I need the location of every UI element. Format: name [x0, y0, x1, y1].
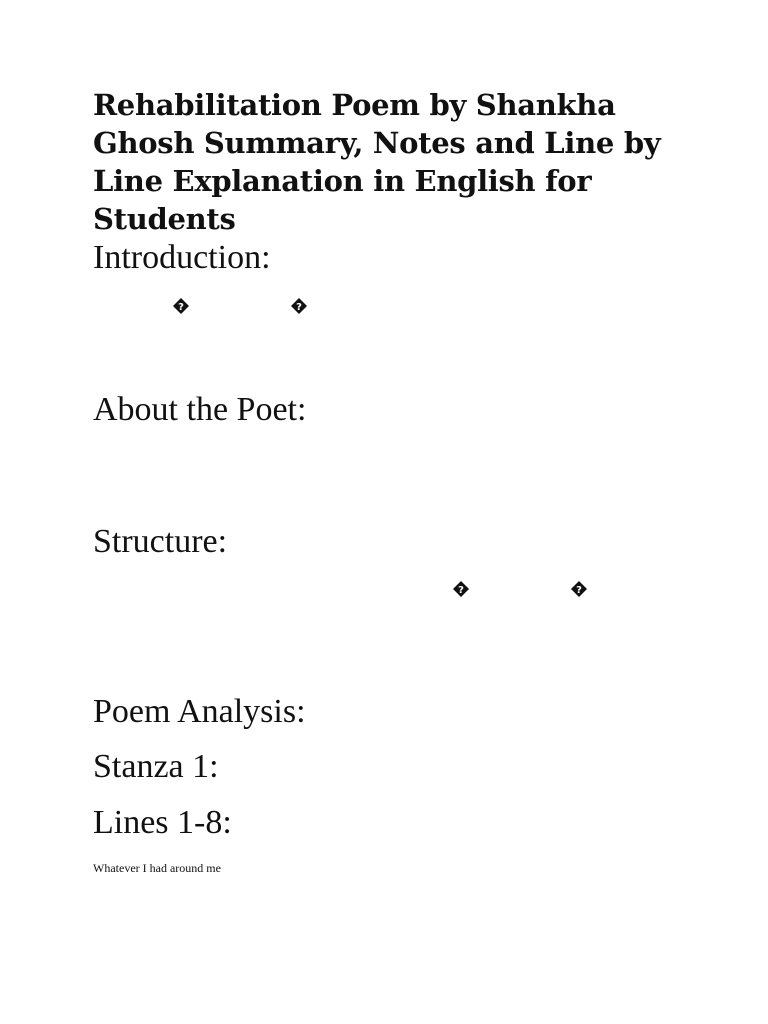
replacement-character-icon	[571, 581, 587, 597]
poem-line: Whatever I had around me	[93, 861, 221, 875]
svg-text:?: ?	[576, 585, 582, 596]
heading-lines-1-8: Lines 1-8:	[93, 804, 232, 841]
document-title: Rehabilitation Poem by Shankha Ghosh Summary, Notes and Line by Line Explanation in English for Students	[93, 88, 661, 236]
heading-introduction: Introduction:	[93, 239, 271, 276]
svg-text:?: ?	[296, 302, 302, 313]
heading-about-the-poet: About the Poet:	[93, 391, 307, 428]
heading-structure: Structure:	[93, 523, 228, 560]
replacement-character-icon	[173, 298, 189, 314]
svg-text:?: ?	[178, 302, 184, 313]
heading-stanza-1: Stanza 1:	[93, 748, 219, 785]
heading-poem-analysis: Poem Analysis:	[93, 693, 306, 730]
replacement-character-icon	[453, 581, 469, 597]
replacement-character-icon	[291, 298, 307, 314]
svg-text:?: ?	[458, 585, 464, 596]
